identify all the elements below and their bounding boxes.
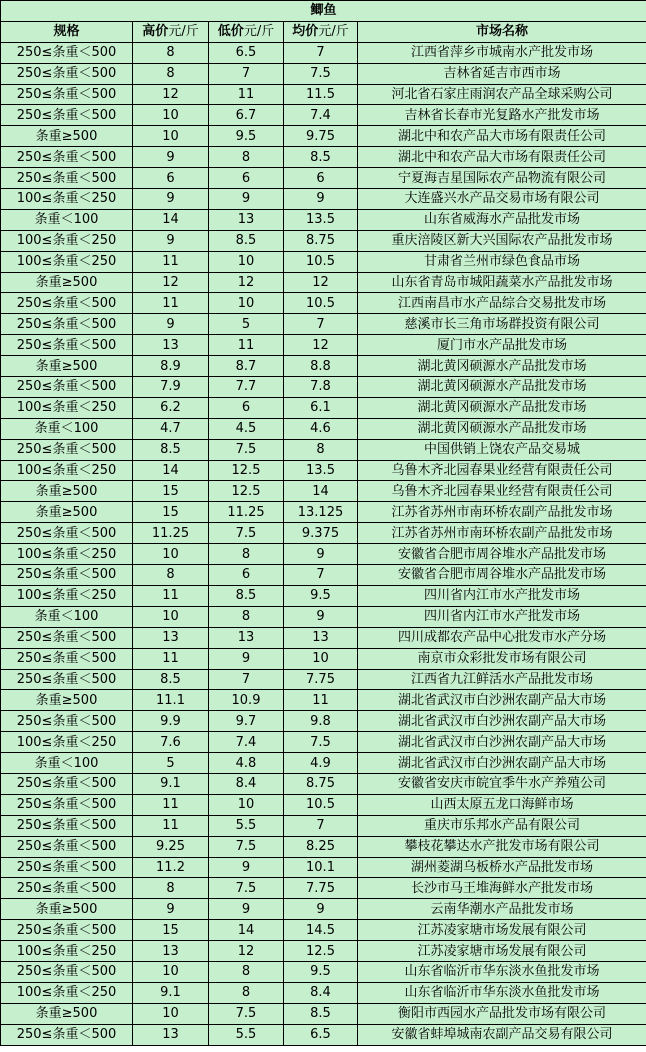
- cell-avg-price: 7.75: [284, 878, 358, 899]
- cell-high-price: 8: [133, 42, 209, 63]
- cell-avg-price: 4.6: [284, 418, 358, 439]
- cell-high-price: 9.1: [133, 773, 209, 794]
- cell-market-name: 江西南昌市水产品综合交易批发市场: [358, 293, 646, 314]
- table-row: [1, 189, 646, 210]
- cell-spec: 100≤条重＜250: [1, 544, 133, 565]
- cell-low-price: 9.7: [209, 711, 284, 732]
- cell-avg-price: 9.5: [284, 585, 358, 606]
- cell-high-price: 11: [133, 251, 209, 272]
- cell-market-name: 攀枝花攀达水产批发市场有限公司: [358, 836, 646, 857]
- cell-high-price: 12: [133, 84, 209, 105]
- table-row: [1, 1003, 646, 1024]
- cell-low-price: 6: [209, 168, 284, 189]
- cell-high-price: 13: [133, 335, 209, 356]
- table-row: [1, 815, 646, 836]
- table-row: [1, 460, 646, 481]
- cell-high-price: 14: [133, 460, 209, 481]
- cell-avg-price: 8.75: [284, 773, 358, 794]
- cell-spec: 250≤条重＜500: [1, 794, 133, 815]
- cell-low-price: 9: [209, 857, 284, 878]
- cell-avg-price: 8.25: [284, 836, 358, 857]
- cell-market-name: 湖北黄冈硕源水产品批发市场: [358, 377, 646, 398]
- cell-low-price: 7: [209, 669, 284, 690]
- cell-low-price: 6.7: [209, 105, 284, 126]
- cell-spec: 100≤条重＜250: [1, 585, 133, 606]
- table-row: [1, 982, 646, 1003]
- cell-high-price: 9: [133, 314, 209, 335]
- cell-spec: 250≤条重＜500: [1, 63, 133, 84]
- cell-avg-price: 9: [284, 189, 358, 210]
- cell-high-price: 11.25: [133, 523, 209, 544]
- cell-avg-price: 10.5: [284, 293, 358, 314]
- cell-avg-price: 12: [284, 272, 358, 293]
- table-row: [1, 168, 646, 189]
- cell-high-price: 13: [133, 941, 209, 962]
- cell-avg-price: 13.5: [284, 209, 358, 230]
- cell-low-price: 7.5: [209, 523, 284, 544]
- cell-avg-price: 10.5: [284, 251, 358, 272]
- cell-low-price: 12.5: [209, 460, 284, 481]
- table-row: [1, 293, 646, 314]
- cell-high-price: 7.9: [133, 377, 209, 398]
- cell-spec: 条重＜100: [1, 753, 133, 774]
- cell-high-price: 15: [133, 920, 209, 941]
- cell-market-name: 山西太原五龙口海鲜市场: [358, 794, 646, 815]
- cell-high-price: 12: [133, 272, 209, 293]
- cell-spec: 250≤条重＜500: [1, 314, 133, 335]
- cell-avg-price: 8.4: [284, 982, 358, 1003]
- cell-avg-price: 8.5: [284, 147, 358, 168]
- cell-high-price: 8.5: [133, 669, 209, 690]
- cell-high-price: 10: [133, 606, 209, 627]
- table-row: [1, 690, 646, 711]
- cell-spec: 250≤条重＜500: [1, 961, 133, 982]
- cell-market-name: 安徽省安庆市皖宜季牛水产养殖公司: [358, 773, 646, 794]
- cell-market-name: 吉林省长春市光复路水产批发市场: [358, 105, 646, 126]
- cell-high-price: 7.6: [133, 732, 209, 753]
- table-row: [1, 439, 646, 460]
- cell-high-price: 8.5: [133, 439, 209, 460]
- cell-low-price: 13: [209, 627, 284, 648]
- cell-avg-price: 14: [284, 481, 358, 502]
- cell-market-name: 湖北省武汉市白沙洲农副产品大市场: [358, 690, 646, 711]
- cell-avg-price: 7.5: [284, 732, 358, 753]
- cell-low-price: 6: [209, 397, 284, 418]
- cell-low-price: 7.7: [209, 377, 284, 398]
- cell-spec: 250≤条重＜500: [1, 648, 133, 669]
- cell-avg-price: 7.4: [284, 105, 358, 126]
- cell-spec: 250≤条重＜500: [1, 293, 133, 314]
- cell-market-name: 山东省威海水产品批发市场: [358, 209, 646, 230]
- table-title: 鲫鱼: [1, 1, 646, 22]
- cell-avg-price: 10.5: [284, 794, 358, 815]
- cell-high-price: 11: [133, 815, 209, 836]
- cell-low-price: 5.5: [209, 815, 284, 836]
- cell-low-price: 8: [209, 982, 284, 1003]
- cell-avg-price: 6.1: [284, 397, 358, 418]
- cell-high-price: 6: [133, 168, 209, 189]
- cell-market-name: 中国供销上饶农产品交易城: [358, 439, 646, 460]
- cell-avg-price: 8.5: [284, 1003, 358, 1024]
- table-row: [1, 773, 646, 794]
- cell-spec: 250≤条重＜500: [1, 439, 133, 460]
- cell-spec: 250≤条重＜500: [1, 711, 133, 732]
- cell-high-price: 10: [133, 544, 209, 565]
- cell-avg-price: 9.75: [284, 126, 358, 147]
- cell-high-price: 9: [133, 147, 209, 168]
- cell-spec: 条重≥500: [1, 272, 133, 293]
- cell-low-price: 8.5: [209, 585, 284, 606]
- cell-low-price: 8.5: [209, 230, 284, 251]
- cell-market-name: 湖北省武汉市白沙洲农副产品大市场: [358, 711, 646, 732]
- cell-low-price: 7.5: [209, 878, 284, 899]
- cell-high-price: 5: [133, 753, 209, 774]
- cell-high-price: 6.2: [133, 397, 209, 418]
- cell-high-price: 9.9: [133, 711, 209, 732]
- cell-low-price: 10: [209, 794, 284, 815]
- cell-avg-price: 12.5: [284, 941, 358, 962]
- cell-avg-price: 8: [284, 439, 358, 460]
- cell-low-price: 11: [209, 84, 284, 105]
- cell-market-name: 湖北黄冈硕源水产品批发市场: [358, 397, 646, 418]
- cell-high-price: 13: [133, 627, 209, 648]
- table-row: [1, 1024, 646, 1045]
- cell-high-price: 11: [133, 293, 209, 314]
- table-row: [1, 857, 646, 878]
- table-body: [1, 42, 646, 1045]
- cell-avg-price: 7: [284, 815, 358, 836]
- cell-high-price: 9: [133, 189, 209, 210]
- cell-market-name: 四川省内江市水产批发市场: [358, 606, 646, 627]
- cell-market-name: 安徽省合肥市周谷堆水产品批发市场: [358, 544, 646, 565]
- cell-high-price: 9.1: [133, 982, 209, 1003]
- table-row: [1, 272, 646, 293]
- cell-low-price: 9: [209, 899, 284, 920]
- cell-low-price: 9.5: [209, 126, 284, 147]
- cell-spec: 100≤条重＜250: [1, 397, 133, 418]
- cell-market-name: 山东省临沂市华东淡水鱼批发市场: [358, 982, 646, 1003]
- table-row: [1, 42, 646, 63]
- cell-spec: 250≤条重＜500: [1, 669, 133, 690]
- cell-low-price: 10.9: [209, 690, 284, 711]
- cell-avg-price: 10: [284, 648, 358, 669]
- cell-market-name: 湖北省武汉市白沙洲农副产品大市场: [358, 732, 646, 753]
- cell-market-name: 乌鲁木齐北园春果业经营有限责任公司: [358, 481, 646, 502]
- cell-avg-price: 9.8: [284, 711, 358, 732]
- cell-high-price: 15: [133, 502, 209, 523]
- cell-avg-price: 9.5: [284, 961, 358, 982]
- cell-low-price: 7.5: [209, 836, 284, 857]
- cell-high-price: 9: [133, 230, 209, 251]
- cell-market-name: 安徽省合肥市周谷堆水产品批发市场: [358, 565, 646, 586]
- title-row: [1, 1, 646, 22]
- cell-market-name: 衡阳市西园水产品批发市场有限公司: [358, 1003, 646, 1024]
- cell-avg-price: 13.125: [284, 502, 358, 523]
- cell-market-name: 乌鲁木齐北园春果业经营有限责任公司: [358, 460, 646, 481]
- cell-avg-price: 13.5: [284, 460, 358, 481]
- cell-spec: 条重≥500: [1, 690, 133, 711]
- cell-high-price: 8.9: [133, 356, 209, 377]
- header-market-name: 市场名称: [358, 21, 646, 42]
- cell-market-name: 江苏凌家塘市场发展有限公司: [358, 941, 646, 962]
- table-row: [1, 335, 646, 356]
- cell-avg-price: 13: [284, 627, 358, 648]
- cell-high-price: 11.1: [133, 690, 209, 711]
- cell-high-price: 14: [133, 209, 209, 230]
- cell-high-price: 11: [133, 648, 209, 669]
- header-high-price: 高价元/斤: [133, 21, 209, 42]
- table-row: [1, 209, 646, 230]
- header-avg-price: 均价元/斤: [284, 21, 358, 42]
- table-row: [1, 732, 646, 753]
- cell-spec: 100≤条重＜250: [1, 189, 133, 210]
- cell-spec: 250≤条重＜500: [1, 105, 133, 126]
- cell-high-price: 8: [133, 565, 209, 586]
- cell-low-price: 11.25: [209, 502, 284, 523]
- cell-high-price: 11: [133, 794, 209, 815]
- cell-market-name: 重庆涪陵区新大兴国际农产品批发市场: [358, 230, 646, 251]
- cell-high-price: 8: [133, 63, 209, 84]
- cell-avg-price: 6.5: [284, 1024, 358, 1045]
- cell-low-price: 10: [209, 251, 284, 272]
- cell-spec: 条重＜100: [1, 209, 133, 230]
- table-row: [1, 836, 646, 857]
- table-row: [1, 585, 646, 606]
- cell-spec: 250≤条重＜500: [1, 168, 133, 189]
- cell-low-price: 8: [209, 961, 284, 982]
- cell-high-price: 11: [133, 585, 209, 606]
- cell-spec: 250≤条重＜500: [1, 377, 133, 398]
- table-row: [1, 356, 646, 377]
- cell-low-price: 4.8: [209, 753, 284, 774]
- cell-low-price: 8: [209, 147, 284, 168]
- cell-avg-price: 7: [284, 42, 358, 63]
- cell-low-price: 8: [209, 544, 284, 565]
- cell-avg-price: 4.9: [284, 753, 358, 774]
- cell-market-name: 江西省萍乡市城南水产批发市场: [358, 42, 646, 63]
- cell-avg-price: 9: [284, 544, 358, 565]
- cell-market-name: 湖北黄冈硕源水产品批发市场: [358, 356, 646, 377]
- table-row: [1, 230, 646, 251]
- cell-spec: 250≤条重＜500: [1, 857, 133, 878]
- table-row: [1, 418, 646, 439]
- table-row: [1, 606, 646, 627]
- cell-market-name: 山东省临沂市华东淡水鱼批发市场: [358, 961, 646, 982]
- table-row: [1, 105, 646, 126]
- cell-avg-price: 8.75: [284, 230, 358, 251]
- table-row: [1, 794, 646, 815]
- cell-spec: 250≤条重＜500: [1, 627, 133, 648]
- table-row: [1, 126, 646, 147]
- cell-market-name: 吉林省延吉市西市场: [358, 63, 646, 84]
- cell-low-price: 9: [209, 189, 284, 210]
- cell-low-price: 7.4: [209, 732, 284, 753]
- cell-spec: 条重＜100: [1, 606, 133, 627]
- cell-low-price: 14: [209, 920, 284, 941]
- cell-spec: 条重≥500: [1, 502, 133, 523]
- cell-avg-price: 9: [284, 899, 358, 920]
- cell-spec: 条重＜100: [1, 418, 133, 439]
- cell-spec: 250≤条重＜500: [1, 836, 133, 857]
- cell-market-name: 湖北中和农产品大市场有限责任公司: [358, 147, 646, 168]
- table-row: [1, 627, 646, 648]
- cell-spec: 100≤条重＜250: [1, 230, 133, 251]
- cell-high-price: 8: [133, 878, 209, 899]
- cell-low-price: 11: [209, 335, 284, 356]
- cell-market-name: 云南华潮水产品批发市场: [358, 899, 646, 920]
- table-row: [1, 314, 646, 335]
- cell-low-price: 5.5: [209, 1024, 284, 1045]
- cell-spec: 250≤条重＜500: [1, 565, 133, 586]
- cell-spec: 250≤条重＜500: [1, 773, 133, 794]
- cell-market-name: 宁夏海吉星国际农产品物流有限公司: [358, 168, 646, 189]
- cell-market-name: 湖北黄冈硕源水产品批发市场: [358, 418, 646, 439]
- cell-low-price: 6.5: [209, 42, 284, 63]
- cell-low-price: 12: [209, 272, 284, 293]
- cell-avg-price: 11: [284, 690, 358, 711]
- cell-market-name: 重庆市乐邦水产品有限公司: [358, 815, 646, 836]
- cell-spec: 250≤条重＜500: [1, 523, 133, 544]
- cell-market-name: 湖州菱湖乌板桥水产品批发市场: [358, 857, 646, 878]
- cell-market-name: 湖北省武汉市白沙洲农副产品大市场: [358, 753, 646, 774]
- table-row: [1, 377, 646, 398]
- cell-avg-price: 7: [284, 565, 358, 586]
- cell-market-name: 甘肃省兰州市绿色食品市场: [358, 251, 646, 272]
- cell-market-name: 慈溪市长三角市场群投资有限公司: [358, 314, 646, 335]
- table-row: [1, 753, 646, 774]
- table-row: [1, 941, 646, 962]
- cell-low-price: 10: [209, 293, 284, 314]
- cell-spec: 条重≥500: [1, 481, 133, 502]
- cell-avg-price: 7.5: [284, 63, 358, 84]
- cell-avg-price: 10.1: [284, 857, 358, 878]
- cell-market-name: 南京市众彩批发市场有限公司: [358, 648, 646, 669]
- table-row: [1, 711, 646, 732]
- cell-low-price: 5: [209, 314, 284, 335]
- cell-low-price: 13: [209, 209, 284, 230]
- cell-spec: 250≤条重＜500: [1, 42, 133, 63]
- cell-high-price: 4.7: [133, 418, 209, 439]
- cell-low-price: 8: [209, 606, 284, 627]
- table-row: [1, 251, 646, 272]
- cell-market-name: 厦门市水产品批发市场: [358, 335, 646, 356]
- cell-avg-price: 7.75: [284, 669, 358, 690]
- cell-high-price: 10: [133, 105, 209, 126]
- table-row: [1, 544, 646, 565]
- cell-low-price: 8.7: [209, 356, 284, 377]
- cell-spec: 100≤条重＜250: [1, 941, 133, 962]
- header-row: [1, 21, 646, 42]
- cell-spec: 250≤条重＜500: [1, 1024, 133, 1045]
- cell-market-name: 四川省内江市水产批发市场: [358, 585, 646, 606]
- cell-spec: 100≤条重＜250: [1, 982, 133, 1003]
- cell-spec: 100≤条重＜250: [1, 460, 133, 481]
- cell-market-name: 长沙市马王堆海鲜水产批发市场: [358, 878, 646, 899]
- cell-high-price: 9.25: [133, 836, 209, 857]
- table-row: [1, 63, 646, 84]
- cell-avg-price: 7: [284, 314, 358, 335]
- table-row: [1, 669, 646, 690]
- table-row: [1, 648, 646, 669]
- cell-low-price: 7.5: [209, 1003, 284, 1024]
- table-row: [1, 878, 646, 899]
- cell-market-name: 江苏凌家塘市场发展有限公司: [358, 920, 646, 941]
- cell-low-price: 9: [209, 648, 284, 669]
- cell-spec: 100≤条重＜250: [1, 251, 133, 272]
- cell-spec: 条重≥500: [1, 899, 133, 920]
- cell-avg-price: 14.5: [284, 920, 358, 941]
- cell-high-price: 13: [133, 1024, 209, 1045]
- cell-market-name: 大连盛兴水产品交易市场有限公司: [358, 189, 646, 210]
- cell-low-price: 4.5: [209, 418, 284, 439]
- cell-spec: 250≤条重＜500: [1, 920, 133, 941]
- cell-avg-price: 8.8: [284, 356, 358, 377]
- header-spec: 规格: [1, 21, 133, 42]
- cell-spec: 250≤条重＜500: [1, 84, 133, 105]
- cell-low-price: 12.5: [209, 481, 284, 502]
- cell-market-name: 安徽省蚌埠城南农副产品交易有限公司: [358, 1024, 646, 1045]
- cell-market-name: 江苏省苏州市南环桥农副产品批发市场: [358, 502, 646, 523]
- cell-avg-price: 9: [284, 606, 358, 627]
- cell-spec: 条重≥500: [1, 126, 133, 147]
- cell-avg-price: 7.8: [284, 377, 358, 398]
- cell-avg-price: 9.375: [284, 523, 358, 544]
- cell-market-name: 湖北中和农产品大市场有限责任公司: [358, 126, 646, 147]
- cell-spec: 250≤条重＜500: [1, 147, 133, 168]
- cell-spec: 250≤条重＜500: [1, 878, 133, 899]
- table-row: [1, 397, 646, 418]
- cell-avg-price: 6: [284, 168, 358, 189]
- cell-market-name: 山东省青岛市城阳蔬菜水产品批发市场: [358, 272, 646, 293]
- cell-high-price: 9: [133, 899, 209, 920]
- cell-high-price: 10: [133, 961, 209, 982]
- table-row: [1, 523, 646, 544]
- table-row: [1, 961, 646, 982]
- cell-market-name: 江西省九江鲜活水产品批发市场: [358, 669, 646, 690]
- cell-low-price: 7.5: [209, 439, 284, 460]
- cell-avg-price: 11.5: [284, 84, 358, 105]
- cell-low-price: 8.4: [209, 773, 284, 794]
- table-row: [1, 899, 646, 920]
- cell-low-price: 12: [209, 941, 284, 962]
- cell-market-name: 江苏省苏州市南环桥农副产品批发市场: [358, 523, 646, 544]
- cell-market-name: 河北省石家庄雨润农产品全球采购公司: [358, 84, 646, 105]
- cell-high-price: 15: [133, 481, 209, 502]
- cell-low-price: 7: [209, 63, 284, 84]
- cell-spec: 条重≥500: [1, 356, 133, 377]
- cell-spec: 250≤条重＜500: [1, 335, 133, 356]
- cell-low-price: 6: [209, 565, 284, 586]
- table-row: [1, 502, 646, 523]
- cell-spec: 250≤条重＜500: [1, 815, 133, 836]
- cell-high-price: 10: [133, 126, 209, 147]
- table-row: [1, 481, 646, 502]
- cell-high-price: 10: [133, 1003, 209, 1024]
- cell-high-price: 11.2: [133, 857, 209, 878]
- table-row: [1, 565, 646, 586]
- cell-spec: 条重≥500: [1, 1003, 133, 1024]
- cell-market-name: 四川成都农产品中心批发市水产分场: [358, 627, 646, 648]
- cell-spec: 100≤条重＜250: [1, 732, 133, 753]
- header-low-price: 低价元/斤: [209, 21, 284, 42]
- table-row: [1, 920, 646, 941]
- cell-avg-price: 12: [284, 335, 358, 356]
- table-row: [1, 84, 646, 105]
- table-row: [1, 147, 646, 168]
